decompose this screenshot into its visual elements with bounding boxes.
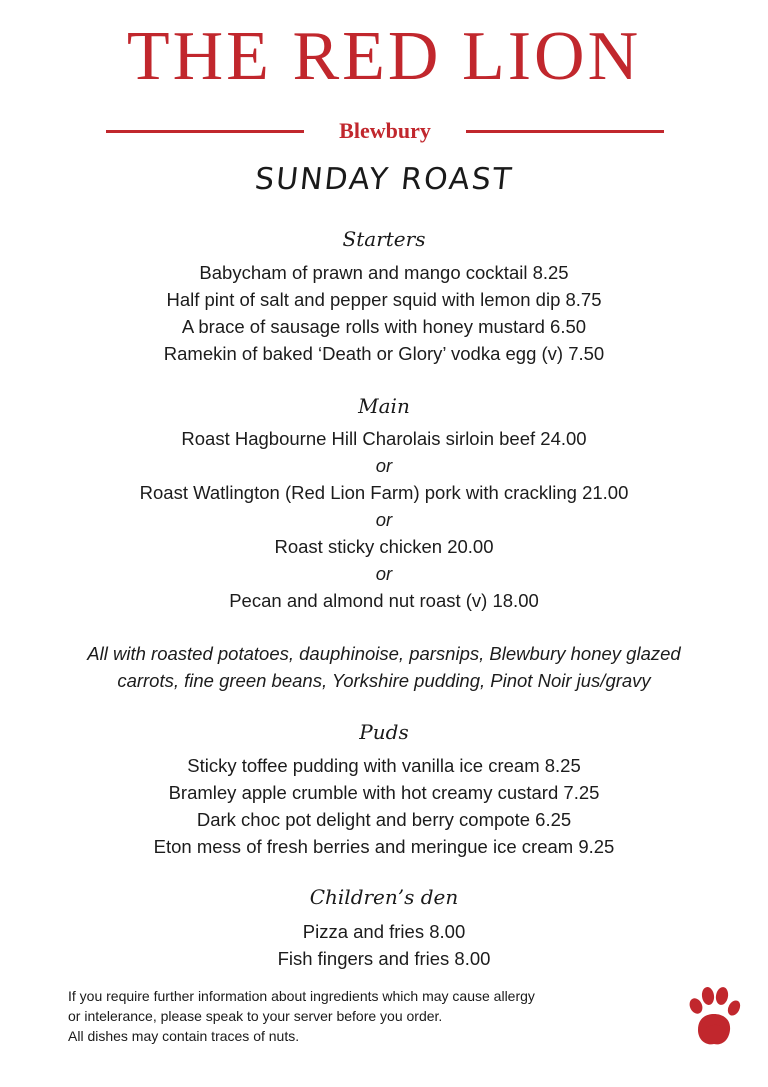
menu-title: SUNDAY ROAST bbox=[253, 162, 515, 197]
list-item: Babycham of prawn and mango cocktail 8.25 bbox=[199, 262, 569, 283]
or-separator: or bbox=[375, 563, 393, 584]
list-item: Ramekin of baked ‘Death or Glory’ vodka egg (v) 7.50 bbox=[163, 343, 605, 364]
location-row bbox=[106, 116, 664, 146]
starters-heading: Starters bbox=[342, 227, 426, 251]
list-item: Bramley apple crumble with hot creamy custard 7.25 bbox=[168, 782, 600, 803]
list-item: Eton mess of fresh berries and meringue ice cream 9.25 bbox=[153, 836, 615, 857]
list-item: Dark choc pot delight and berry compote 6.25 bbox=[196, 809, 572, 830]
main-list bbox=[0, 425, 768, 614]
list-item: Pecan and almond nut roast (v) 18.00 bbox=[229, 590, 539, 611]
or-separator: or bbox=[375, 455, 393, 476]
puds-list bbox=[0, 752, 768, 860]
list-item: Roast Watlington (Red Lion Farm) pork with crackling 21.00 bbox=[139, 482, 629, 503]
allergy-line: All dishes may contain traces of nuts. bbox=[68, 1028, 300, 1044]
list-item: Fish fingers and fries 8.00 bbox=[277, 948, 491, 969]
sides-note-line: All with roasted potatoes, dauphinoise, parsnips, Blewbury honey glazed bbox=[87, 643, 681, 664]
allergy-line: or intelerance, please speak to your server before you order. bbox=[68, 1008, 443, 1024]
allergy-line: If you require further information about ingredients which may cause allergy bbox=[68, 988, 535, 1004]
list-item: Roast sticky chicken 20.00 bbox=[274, 536, 494, 557]
left-divider bbox=[106, 130, 304, 133]
list-item: A brace of sausage rolls with honey mustard 6.50 bbox=[181, 316, 587, 337]
or-separator: or bbox=[375, 509, 393, 530]
puds-heading: Puds bbox=[359, 720, 409, 744]
sides-note-line: carrots, fine green beans, Yorkshire pudding, Pinot Noir jus/gravy bbox=[117, 670, 651, 691]
sides-note bbox=[0, 640, 768, 694]
list-item: Sticky toffee pudding with vanilla ice cream 8.25 bbox=[187, 755, 581, 776]
children-heading: Children’s den bbox=[309, 885, 459, 909]
list-item: Pizza and fries 8.00 bbox=[302, 921, 466, 942]
starters-list bbox=[0, 259, 768, 367]
main-heading: Main bbox=[358, 394, 410, 418]
brand-title: THE RED LION bbox=[126, 18, 642, 95]
right-divider bbox=[466, 130, 664, 133]
list-item: Half pint of salt and pepper squid with lemon dip 8.75 bbox=[166, 289, 602, 310]
paw-print-icon bbox=[684, 984, 742, 1048]
children-list bbox=[0, 918, 768, 972]
allergy-notice bbox=[68, 986, 668, 1046]
list-item: Roast Hagbourne Hill Charolais sirloin beef 24.00 bbox=[181, 428, 587, 449]
location-label: Blewbury bbox=[339, 118, 431, 143]
